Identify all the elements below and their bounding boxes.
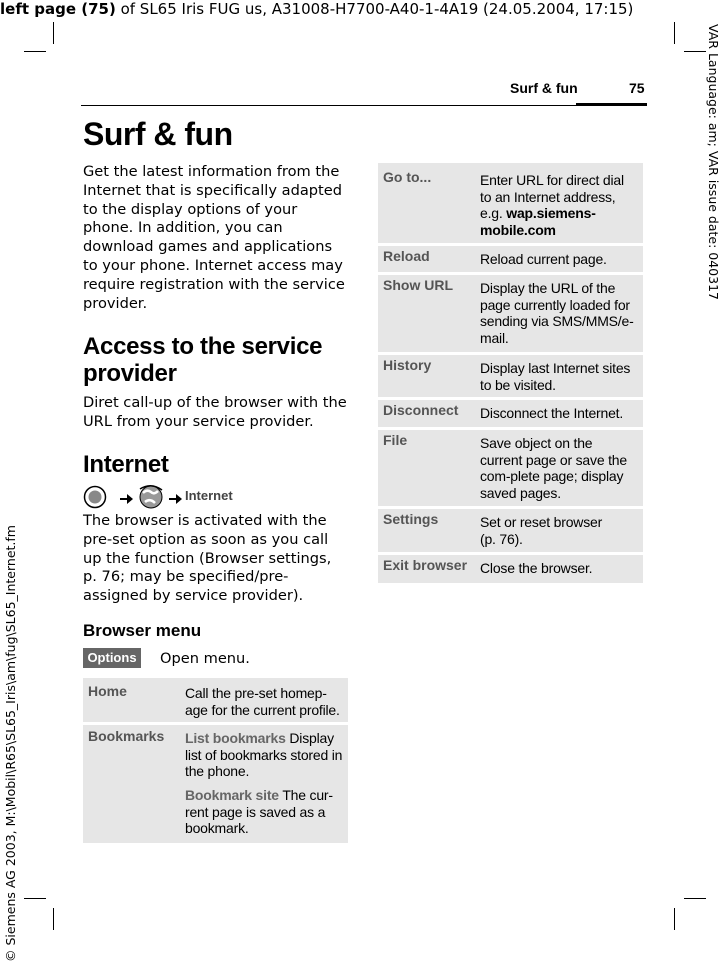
menu-value: Bookmark site The cur-rent page is saved as a bookmark. (185, 787, 333, 836)
nav-path-internet: Internet (185, 488, 233, 503)
menu-value: Close the browser. (480, 560, 593, 576)
menu-value: Call the pre-set homep-age for the current profile. (185, 685, 340, 718)
menu-value: Save object on the current page or save the com-plete page; display saved pages. (480, 435, 627, 501)
menu-key-bookmarks: Bookmarks (88, 728, 165, 744)
header-rule (81, 105, 647, 106)
row-divider (378, 427, 643, 430)
menu-value: Set or reset browser (p. 76). (480, 514, 603, 547)
crop-mark (674, 22, 675, 44)
menu-key-settings: Settings (383, 511, 439, 527)
nav-path (83, 484, 283, 508)
internet-globe-icon (137, 484, 165, 514)
internet-paragraph: The browser is activated with the pre-set option as soon as you call up the function (Browser settings, p. 76; may be specified/pre-assigned by service provider). (83, 512, 332, 605)
crop-mark (53, 908, 54, 930)
row-divider (378, 272, 643, 275)
menu-key-reload: Reload (383, 248, 430, 264)
nav-key-icon (83, 485, 107, 513)
crop-mark (53, 22, 54, 44)
menu-key-history: History (383, 357, 432, 373)
browser-menu-table-left (83, 678, 348, 843)
print-info-line: left page (75) of SL65 Iris FUG us, A31008-H7700-A40-1-4A19 (24.05.2004, 17:15) (0, 0, 634, 18)
row-divider (378, 506, 643, 509)
row-divider (83, 722, 348, 725)
menu-value: Display the URL of the page currently loaded for sending via SMS/MMS/e-mail. (480, 280, 634, 346)
crop-mark (684, 51, 706, 52)
crop-mark (24, 51, 46, 52)
arrow-right-icon (169, 490, 183, 509)
browser-menu-heading: Browser menu (83, 621, 202, 640)
crop-mark (24, 898, 46, 899)
menu-key-home: Home (88, 683, 127, 699)
page-number: 75 (629, 80, 645, 96)
menu-key-goto: Go to... (383, 169, 432, 185)
menu-value: Reload current page. (480, 251, 607, 267)
options-description: Open menu. (160, 650, 250, 667)
menu-key-exit: Exit browser (383, 557, 468, 573)
internet-heading: Internet (83, 451, 169, 478)
row-divider (378, 352, 643, 355)
crop-mark (684, 898, 706, 899)
header-rule-thick (576, 103, 647, 106)
row-divider (378, 243, 643, 246)
access-heading: Access to the service provider (83, 333, 323, 387)
arrow-right-icon (120, 490, 134, 509)
menu-key-showurl: Show URL (383, 277, 453, 293)
browser-menu-table-right (378, 163, 643, 583)
menu-value: Display last Internet sites to be visited. (480, 360, 631, 393)
page-title: Surf & fun (83, 116, 233, 152)
crop-mark (674, 908, 675, 930)
row-divider (378, 397, 643, 400)
running-header-section: Surf & fun (510, 80, 578, 96)
row-divider (378, 552, 643, 555)
menu-key-file: File (383, 432, 408, 448)
right-margin-text: VAR Language: am; VAR issue date: 040317 (706, 24, 721, 300)
options-softkey[interactable]: Options (83, 648, 141, 668)
menu-value: Disconnect the Internet. (480, 405, 624, 421)
intro-paragraph: Get the latest information from the Internet that is specifically adapted to the display options of your phone. In addition, you can download games and applications to your phone. Internet access may require registration with the service provider. (83, 163, 345, 312)
left-margin-text: © Siemens AG 2003, M:\Mobil\R65\SL65_Iris\am\fug\SL65_Internet.fm (3, 525, 18, 962)
menu-key-disconnect: Disconnect (383, 402, 459, 418)
menu-value: Enter URL for direct dial to an Internet address, e.g. wap.siemens-mobile.com (480, 172, 624, 238)
menu-value: List bookmarks Display list of bookmarks stored in the phone. (185, 730, 343, 779)
access-paragraph: Diret call-up of the browser with the URL from your service provider. (83, 394, 347, 430)
